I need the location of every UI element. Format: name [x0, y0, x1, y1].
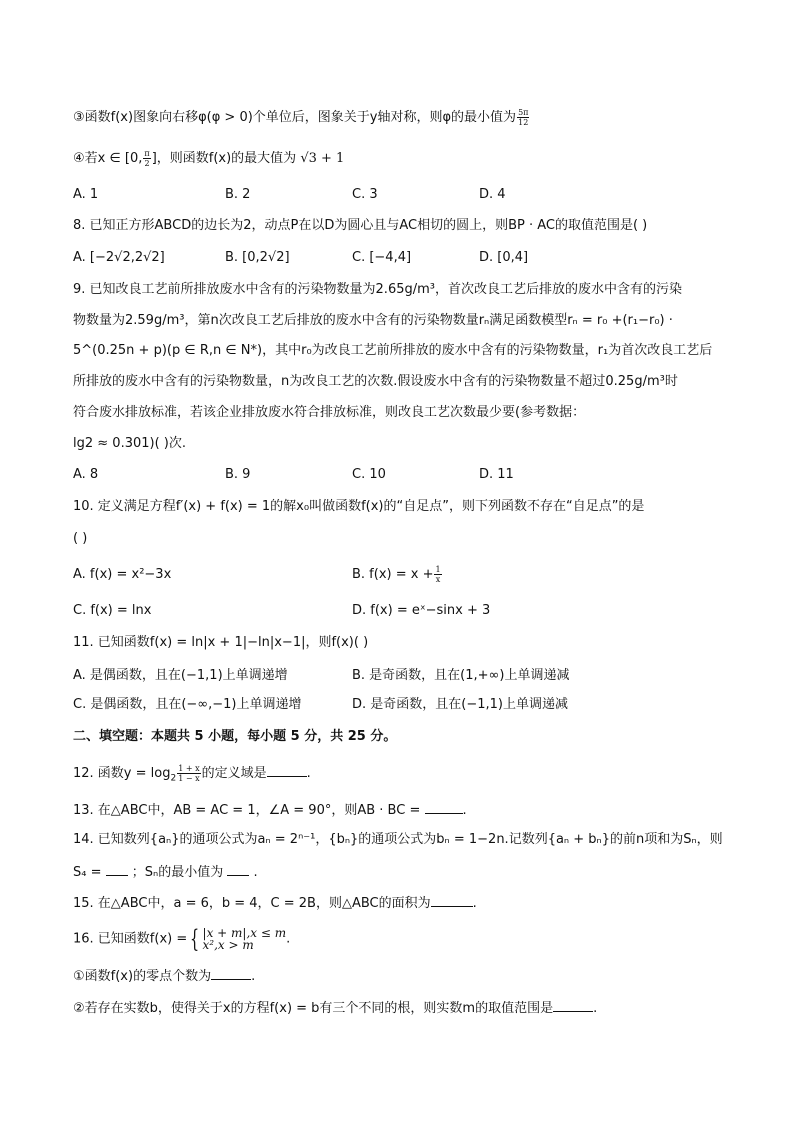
q10-option-c: C. f(x) = lnx — [73, 603, 152, 618]
fraction: $\frac{5\pi}{12}$ — [518, 108, 529, 127]
q13-stem: 13. 在△ABC中，AB = AC = 1，∠A = 90°，则AB · BC = . — [73, 800, 467, 821]
q16-statement-2: ②若存在实数b，使得关于x的方程f(x) = b有三个不同的根，则实数m的取值范围是 . — [73, 998, 597, 1019]
answer-blank[interactable] — [431, 893, 473, 907]
section-heading: 二、填空题：本题共 5 小题，每小题 5 分，共 25 分。 — [73, 729, 397, 744]
q11-stem: 11. 已知函数f(x) = ln|x + 1|−ln|x−1|，则f(x)( ) — [73, 635, 369, 650]
q10-option-b: B. f(x) = x + $\frac{1}{x}$ — [352, 565, 441, 584]
answer-blank[interactable] — [227, 862, 249, 876]
fraction: $\frac{1 + x}{1 - x}$ — [178, 764, 200, 783]
answer-blank[interactable] — [267, 763, 307, 777]
q7-option-a: A. 1 — [73, 187, 99, 202]
answer-blank[interactable] — [425, 800, 463, 814]
q9-line-6: lg2 ≈ 0.301)( )次. — [73, 436, 186, 451]
q10-option-d: D. f(x) = eˣ−sinx + 3 — [352, 603, 491, 618]
q9-option-c: C. 10 — [352, 467, 386, 482]
q15-stem: 15. 在△ABC中，a = 6，b = 4，C = 2B，则△ABC的面积为 . — [73, 893, 477, 914]
q16-stem: 16. 已知函数f(x) = { |x + m|,x ≤ m x²,x > m . — [73, 922, 290, 957]
brace-icon: { — [190, 925, 200, 953]
q8-option-b: B. [0,2√2] — [225, 250, 290, 265]
q11-option-c: C. 是偶函数，且在(−∞,−1)上单调递增 — [73, 697, 302, 712]
q12-stem: 12. 函数$y = \log_2$ $\frac{1 + x}{1 - x}$ 的定义域是 . — [73, 764, 311, 784]
q8-option-c: C. [−4,4] — [352, 250, 412, 265]
q7-statement-4: ④若x ∈ [0, $\frac{\pi}{2}$ ]，则函数f(x)的最大值为 √3 + 1 — [73, 149, 345, 168]
answer-blank[interactable] — [553, 998, 593, 1012]
q14-line-1: 14. 已知数列{aₙ}的通项公式为aₙ = 2ⁿ⁻¹，{bₙ}的通项公式为bₙ = 1−2n.记数列{aₙ + bₙ}的前n项和为Sₙ，则 — [73, 832, 723, 847]
q14-line-2: S₄ = ；Sₙ的最小值为 . — [73, 862, 258, 883]
q7-option-b: B. 2 — [225, 187, 251, 202]
answer-blank[interactable] — [211, 966, 251, 980]
q10-line-1: 10. 定义满足方程f′(x) + f(x) = 1的解x₀叫做函数f(x)的“自足点”，则下列函数不存在“自足点”的是 — [73, 499, 645, 514]
q9-line-2: 物数量为2.59g/m³，第n次改良工艺后排放的废水中含有的污染物数量rₙ满足函数模型rₙ = r₀ +(r₁−r₀) · — [73, 313, 673, 328]
q7-option-c: C. 3 — [352, 187, 378, 202]
fraction: $\frac{\pi}{2}$ — [144, 149, 150, 168]
q11-option-a: A. 是偶函数，且在(−1,1)上单调递增 — [73, 668, 288, 683]
q9-option-b: B. 9 — [225, 467, 251, 482]
q10-option-a: A. f(x) = x²−3x — [73, 567, 172, 582]
q8-option-d: D. [0,4] — [479, 250, 529, 265]
q9-option-a: A. 8 — [73, 467, 99, 482]
q9-line-4: 所排放的废水中含有的污染物数量，n为改良工艺的次数.假设废水中含有的污染物数量不超过0.25g/m³时 — [73, 374, 678, 389]
answer-blank[interactable] — [106, 862, 128, 876]
q16-statement-1: ①函数f(x)的零点个数为 . — [73, 966, 255, 987]
q10-line-2: ( ) — [73, 531, 88, 546]
piecewise-function: |x + m|,x ≤ m x²,x > m — [202, 926, 287, 952]
q8-option-a: A. [−2√2,2√2] — [73, 250, 165, 265]
q9-line-1: 9. 已知改良工艺前所排放废水中含有的污染物数量为2.65g/m³，首次改良工艺后排放的废水中含有的污染 — [73, 282, 682, 297]
fraction: $\frac{1}{x}$ — [435, 565, 441, 584]
q7-statement-3: ③函数f(x)图象向右移φ(φ > 0)个单位后，图象关于y轴对称，则φ的最小值为 $\frac{5\pi}{12}$ — [73, 108, 529, 127]
q11-option-d: D. 是奇函数，且在(−1,1)上单调递减 — [352, 697, 568, 712]
q9-line-3: 5^(0.25n + p)(p ∈ R,n ∈ N*)，其中r₀为改良工艺前所排放的废水中含有的污染物数量，r₁为首次改良工艺后 — [73, 343, 713, 358]
q9-line-5: 符合废水排放标准，若该企业排放废水符合排放标准，则改良工艺次数最少要(参考数据： — [73, 405, 586, 420]
q11-option-b: B. 是奇函数，且在(1,+∞)上单调递减 — [352, 668, 570, 683]
q9-option-d: D. 11 — [479, 467, 514, 482]
q7-option-d: D. 4 — [479, 187, 506, 202]
q8-stem: 8. 已知正方形ABCD的边长为2，动点P在以D为圆心且与AC相切的圆上，则BP · AC的取值范围是( ) — [73, 218, 648, 233]
